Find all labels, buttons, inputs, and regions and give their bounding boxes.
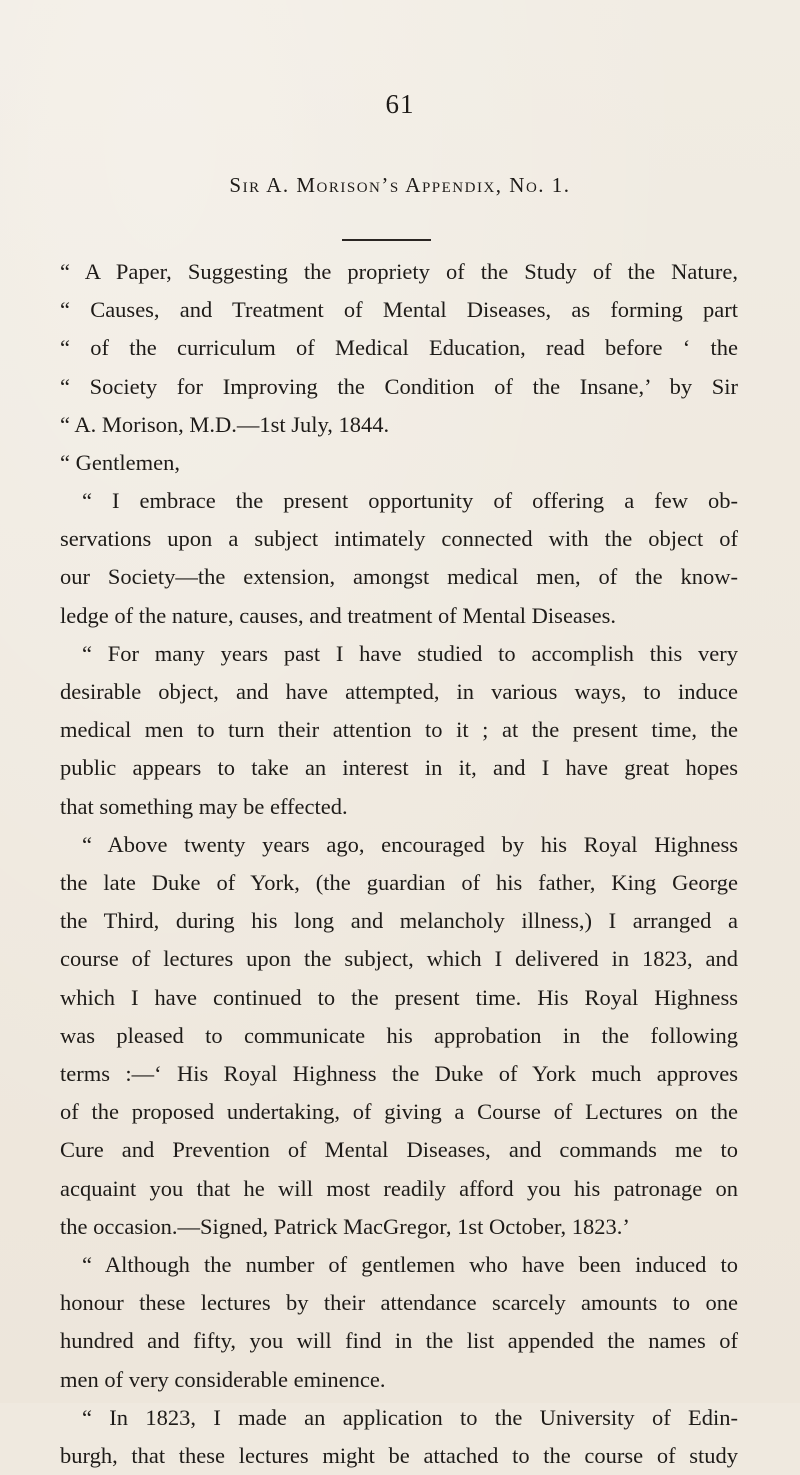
paragraph-line: “ I embrace the present opportunity of offering a few ob- <box>82 488 738 513</box>
paragraph-line: the Third, during his long and melancholy illness,) I arranged a <box>60 908 738 934</box>
paragraph-line: of the proposed undertaking, of giving a Course of Lectures on the <box>60 1099 738 1125</box>
abstract-line: “ A. Morison, M.D.—1st July, 1844. <box>60 411 390 437</box>
paragraph-line: burgh, that these lectures might be attached to the course of study <box>60 1443 738 1469</box>
paragraph-line: Cure and Prevention of Mental Diseases, and commands me to <box>60 1137 738 1163</box>
greeting-line: “ Gentlemen, <box>60 450 180 475</box>
greeting <box>60 444 738 482</box>
paragraph-line: was pleased to communicate his approbation in the following <box>60 1022 738 1048</box>
abstract-line: “ A Paper, Suggesting the propriety of the Study of the Nature, <box>60 259 738 284</box>
paragraph-line: medical men to turn their attention to it ; at the present time, the <box>60 717 738 743</box>
paragraph-line: “ In 1823, I made an application to the University of Edin- <box>82 1404 738 1430</box>
paragraph-line: our Society—the extension, amongst medical men, of the know- <box>60 564 738 590</box>
paragraph-line: that something may be effected. <box>60 793 348 819</box>
paragraph <box>60 635 738 826</box>
paragraph-line: course of lectures upon the subject, which I delivered in 1823, and <box>60 946 738 972</box>
abstract-line: “ Society for Improving the Condition of the Insane,’ by Sir <box>60 373 738 399</box>
body-text <box>60 482 738 1475</box>
paragraph-line: public appears to take an interest in it, and I have great hopes <box>60 755 738 781</box>
abstract-line: “ of the curriculum of Medical Education, read before ‘ the <box>60 335 738 361</box>
heading-rule <box>342 239 431 241</box>
paper-abstract <box>60 253 738 444</box>
page-number: 61 <box>385 89 415 119</box>
paragraph <box>60 826 738 1246</box>
paragraph-line: servations upon a subject intimately connected with the object of <box>60 526 738 552</box>
paragraph-line: acquaint you that he will most readily afford you his patronage on <box>60 1175 738 1201</box>
appendix-heading: Sir A. Morison’s Appendix, No. 1. <box>229 173 571 197</box>
paragraph <box>60 482 738 635</box>
paragraph <box>60 1399 738 1475</box>
paragraph-line: “ Above twenty years ago, encouraged by his Royal Highness <box>82 831 738 857</box>
paragraph-line: the late Duke of York, (the guardian of his father, King George <box>60 870 738 896</box>
abstract-line: “ Causes, and Treatment of Mental Diseases, as forming part <box>60 297 738 323</box>
paragraph <box>60 1246 738 1399</box>
paragraph-line: ledge of the nature, causes, and treatment of Mental Diseases. <box>60 602 617 628</box>
paragraph-line: “ Although the number of gentlemen who have been induced to <box>82 1252 738 1278</box>
paragraph-line: which I have continued to the present time. His Royal Highness <box>60 984 738 1010</box>
paragraph-line: men of very considerable eminence. <box>60 1366 386 1392</box>
paragraph-line: terms :—‘ His Royal Highness the Duke of York much approves <box>60 1061 738 1087</box>
paragraph-line: desirable object, and have attempted, in various ways, to induce <box>60 679 738 705</box>
paragraph-line: hundred and fifty, you will find in the list appended the names of <box>60 1328 738 1354</box>
paragraph-line: “ For many years past I have studied to accomplish this very <box>82 640 738 666</box>
paragraph-line: honour these lectures by their attendance scarcely amounts to one <box>60 1290 738 1316</box>
paragraph-line: the occasion.—Signed, Patrick MacGregor, 1st October, 1823.’ <box>60 1213 630 1239</box>
